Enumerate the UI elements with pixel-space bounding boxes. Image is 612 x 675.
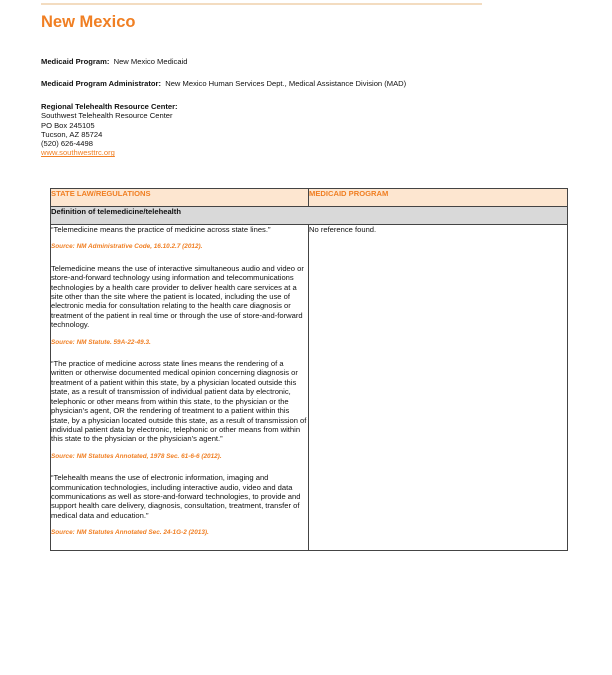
page-title: New Mexico [41,13,136,31]
medicaid-admin-value: New Mexico Human Services Dept., Medical Assistance Division (MAD) [165,79,407,88]
top-rule [41,3,482,5]
law-table [50,188,568,551]
rtrc-name: Southwest Telehealth Resource Center [41,111,173,121]
law-text: “Telehealth means the use of electronic information, imaging and communication technologies, including interactive audio, video and data communications as well as store-and-forward technologies, to provide and support health care delivery, diagnosis, consultation, treatment, transfer of medical data and education.” [51,473,301,520]
rtrc-block [41,102,178,158]
section-row [51,207,568,225]
rtrc-address2: Tucson, AZ 85724 [41,129,103,139]
law-source: Source: NM Statutes Annotated Sec. 24-1G-2 (2013). [51,529,209,537]
rtrc-address1: PO Box 245105 [41,120,95,130]
rtrc-phone: (520) 626-4498 [41,139,93,149]
state-law-cell [51,225,309,551]
section-title: Definition of telemedicine/telehealth [51,207,568,225]
medicaid-program-value: New Mexico Medicaid [113,57,188,66]
table-header-row [51,189,568,207]
law-text: Telemedicine means the use of interactive simultaneous audio and video or store-and-forward technology using information and telecommunications technologies by a health care provider to deliver health care services at a site other than the site where the patient is located, including the use of electronic media for consultation relating to the health care diagnosis or treatment of the patient in real time or through the use of store-and-forward technology. [51,263,304,330]
medicaid-admin [41,79,406,88]
table-row [51,225,568,551]
medicaid-program-cell: No reference found. [309,225,568,551]
medicaid-admin-label: Medicaid Program Administrator: [41,79,161,88]
law-text: “The practice of medicine across state lines means the rendering of a written or otherwise documented medical opinion concerning diagnosis or treatment of a patient within this state, by a physician located outside this state, as a result of transmission of individual patient data by electronic, telephonic or other means from within this state, to the physician or the physician’s agent, OR the rendering of treatment to a patient within this state, by a physician located outside this state, as a result of transmission of individual patient data by electronic, telephonic or other means from within this state to the physician or the physician’s agent.” [51,359,307,444]
header-state-law: STATE LAW/REGULATIONS [51,189,309,207]
law-source: Source: NM Statutes Annotated, 1978 Sec. 61-6-6 (2012). [51,452,222,460]
law-source: Source: NM Administrative Code, 16.10.2.7 (2012). [51,243,203,251]
medicaid-program [41,57,187,66]
law-source: Source: NM Statute. 59A-22-49.3. [51,338,151,346]
rtrc-website-link[interactable]: www.southwesttrc.org [41,148,115,158]
rtrc-label: Regional Telehealth Resource Center: [41,102,178,111]
medicaid-program-label: Medicaid Program: [41,57,110,66]
header-medicaid-program: MEDICAID PROGRAM [309,189,568,207]
law-text: “Telemedicine means the practice of medicine across state lines.” [51,225,271,234]
